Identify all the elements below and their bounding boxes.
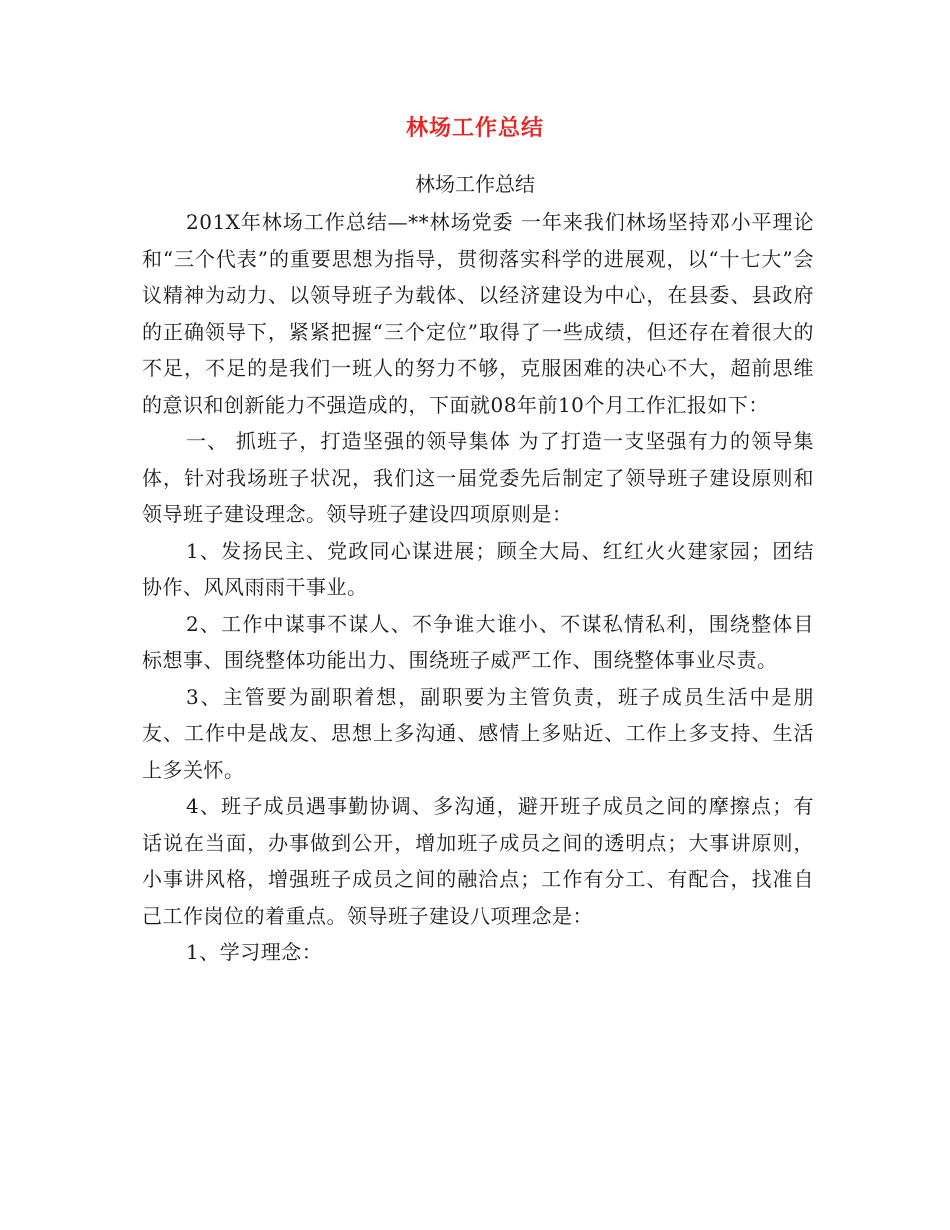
document-subtitle: 林场工作总结 [415, 172, 535, 196]
document-body [142, 204, 814, 971]
paragraph-principle-2: 2、工作中谋事不谋人、不争谁大谁小、不谋私情私利，围绕整体目标想事、围绕整体功能出力、围绕班子威严工作、围绕整体事业尽责。 [142, 611, 814, 672]
paragraph-principle-1: 1、发扬民主、党政同心谋进展；顾全大局、红红火火建家园；团结协作、风风雨雨干事业。 [142, 538, 814, 599]
document-title: 林场工作总结 [405, 116, 544, 141]
paragraph-intro: 201X年林场工作总结—**林场党委 一年来我们林场坚持邓小平理论和“三个代表”的重要思想为指导，贯彻落实科学的进展观，以“十七大”会议精神为动力、以领导班子为载体、以经济建设为中心，在县委、县政府的正确领导下，紧紧把握“三个定位”取得了一些成绩，但还存在着很大的不足，不足的是我们一班人的努力不够，克服困难的决心不大，超前思维的意识和创新能力不强造成的，下面就08年前10个月工作汇报如下： [142, 210, 814, 417]
paragraph-section-one: 一、 抓班子，打造坚强的领导集体 为了打造一支坚强有力的领导集体，针对我场班子状况，我们这一届党委先后制定了领导班子建设原则和领导班子建设理念。领导班子建设四项原则是： [142, 429, 814, 526]
paragraph-principle-4: 4、班子成员遇事勤协调、多沟通，避开班子成员之间的摩擦点；有话说在当面，办事做到公开，增加班子成员之间的透明点；大事讲原则，小事讲风格，增强班子成员之间的融洽点；工作有分工、有配合，找准自己工作岗位的着重点。领导班子建设八项理念是： [142, 794, 814, 928]
paragraph-concept-1: 1、学习理念： [186, 940, 323, 964]
paragraph-principle-3: 3、主管要为副职着想，副职要为主管负责，班子成员生活中是朋友、工作中是战友、思想上多沟通、感情上多贴近、工作上多支持、生活上多关怀。 [142, 684, 814, 782]
